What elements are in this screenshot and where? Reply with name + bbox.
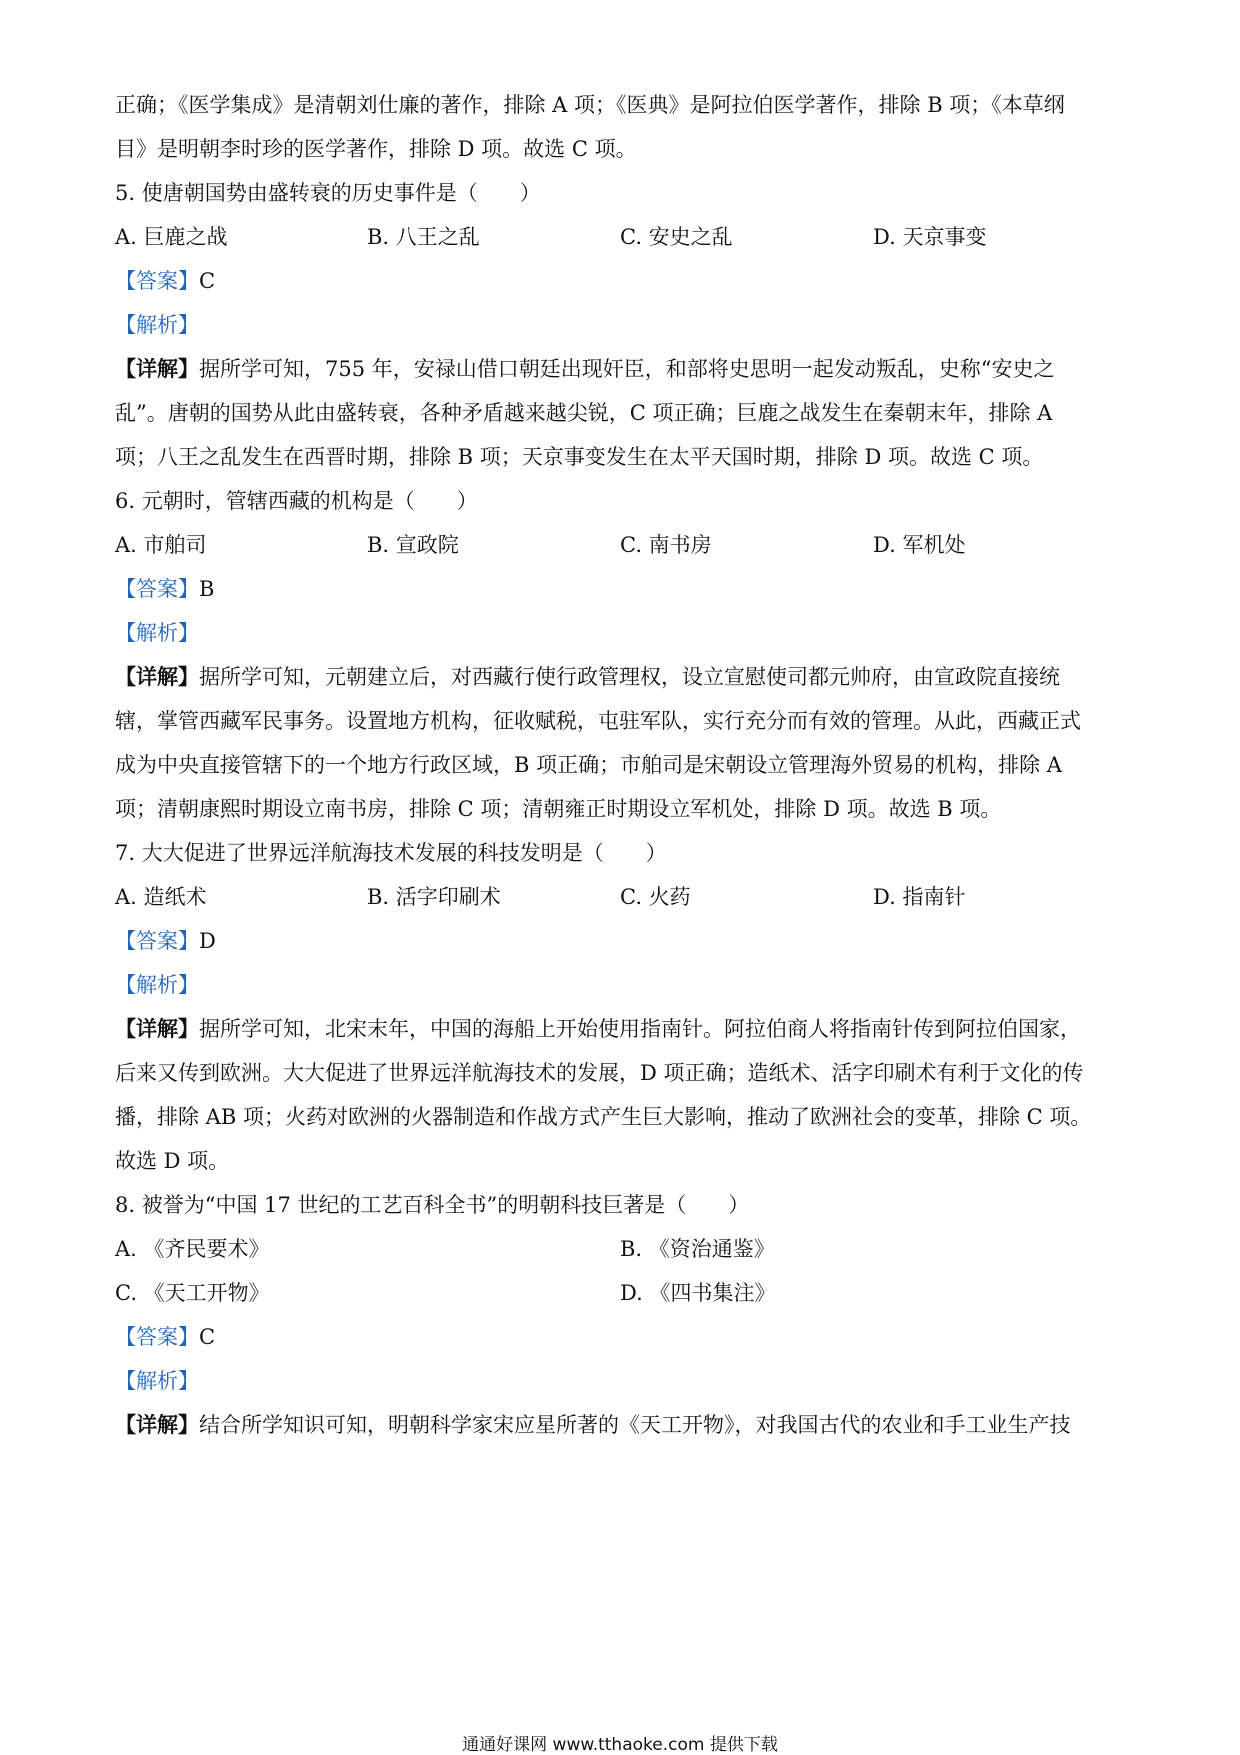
option-d: D. 《四书集注》 — [620, 1281, 776, 1305]
answer-tag: 【答案】 — [115, 269, 199, 293]
analysis-tag: 【解析】 — [115, 313, 199, 337]
detail-line: 播，排除 AB 项；火药对欧洲的火器制造和作战方式产生巨大影响，推动了欧洲社会的变革，排除 C 项。 — [115, 1105, 1092, 1129]
detail-line: 项；清朝康熙时期设立南书房，排除 C 项；清朝雍正时期设立军机处，排除 D 项。故选 B 项。 — [115, 797, 1002, 821]
option-b: B. 《资治通鉴》 — [620, 1237, 775, 1261]
answer-tag: 【答案】 — [115, 1325, 199, 1349]
detail-tag: 【详解】 — [115, 356, 199, 381]
answer-line — [115, 574, 1135, 604]
option-a: A. 《齐民要术》 — [115, 1237, 270, 1261]
detail-line — [115, 354, 1135, 384]
option-c: C. 南书房 — [620, 533, 712, 557]
question-stem: 5. 使唐朝国势由盛转衰的历史事件是（ ） — [115, 181, 541, 205]
analysis-tag: 【解析】 — [115, 1369, 199, 1393]
analysis-line — [115, 618, 1135, 648]
analysis-line — [115, 1366, 1135, 1396]
analysis-tag: 【解析】 — [115, 621, 199, 645]
detail-line: 后来又传到欧洲。大大促进了世界远洋航海技术的发展，D 项正确；造纸术、活字印刷术有利于文化的传 — [115, 1061, 1084, 1085]
detail-line: 故选 D 项。 — [115, 1149, 230, 1173]
detail-text: 据所学可知，755 年，安禄山借口朝廷出现奸臣，和部将史思明一起发动叛乱，史称“安史之 — [199, 357, 1055, 381]
option-d: D. 指南针 — [873, 885, 966, 909]
option-c: C. 火药 — [620, 885, 691, 909]
analysis-tag: 【解析】 — [115, 973, 199, 997]
answer-line — [115, 926, 1135, 956]
analysis-line — [115, 310, 1135, 340]
answer-value: D — [199, 929, 216, 953]
continuation-line: 正确；《医学集成》是清朝刘仕廉的著作，排除 A 项；《医典》是阿拉伯医学著作，排除 B 项；《本草纲 — [115, 93, 1065, 117]
answer-line — [115, 266, 1135, 296]
detail-line — [115, 1014, 1135, 1044]
option-b: B. 活字印刷术 — [367, 885, 501, 909]
question-stem: 7. 大大促进了世界远洋航海技术发展的科技发明是（ ） — [115, 841, 667, 865]
detail-line: 项；八王之乱发生在西晋时期，排除 B 项；天京事变发生在太平天国时期，排除 D 项。故选 C 项。 — [115, 445, 1044, 469]
detail-line — [115, 1410, 1135, 1440]
answer-line — [115, 1322, 1135, 1352]
detail-line: 成为中央直接管辖下的一个地方行政区域，B 项正确；市舶司是宋朝设立管理海外贸易的机构，排除 A — [115, 753, 1062, 777]
analysis-line — [115, 970, 1135, 1000]
option-a: A. 造纸术 — [115, 885, 207, 909]
answer-tag: 【答案】 — [115, 929, 199, 953]
option-c: C. 《天工开物》 — [115, 1281, 270, 1305]
option-c: C. 安史之乱 — [620, 225, 733, 249]
detail-text: 结合所学知识可知，明朝科学家宋应星所著的《天工开物》，对我国古代的农业和手工业生产技 — [199, 1413, 1071, 1437]
detail-line — [115, 662, 1135, 692]
option-d: D. 天京事变 — [873, 225, 987, 249]
option-a: A. 巨鹿之战 — [115, 225, 228, 249]
detail-tag: 【详解】 — [115, 1412, 199, 1437]
answer-value: C — [199, 269, 216, 293]
detail-line: 乱”。唐朝的国势从此由盛转衰，各种矛盾越来越尖锐，C 项正确；巨鹿之战发生在秦朝末年，排除 A — [115, 401, 1053, 425]
option-b: B. 宣政院 — [367, 533, 459, 557]
detail-tag: 【详解】 — [115, 1016, 199, 1041]
detail-text: 据所学可知，北宋末年，中国的海船上开始使用指南针。阿拉伯商人将指南针传到阿拉伯国家， — [199, 1017, 1081, 1041]
page-footer: 通通好课网 www.tthaoke.com 提供下载 — [462, 1735, 778, 1755]
answer-value: C — [199, 1325, 216, 1349]
answer-value: B — [199, 577, 215, 601]
detail-tag: 【详解】 — [115, 664, 199, 689]
option-a: A. 市舶司 — [115, 533, 207, 557]
detail-text: 据所学可知，元朝建立后，对西藏行使行政管理权，设立宣慰使司都元帅府，由宣政院直接统 — [199, 665, 1060, 689]
option-d: D. 军机处 — [873, 533, 966, 557]
answer-tag: 【答案】 — [115, 577, 199, 601]
continuation-line: 目》是明朝李时珍的医学著作，排除 D 项。故选 C 项。 — [115, 137, 637, 161]
question-stem: 8. 被誉为“中国 17 世纪的工艺百科全书”的明朝科技巨著是（ ） — [115, 1193, 750, 1217]
question-stem: 6. 元朝时，管辖西藏的机构是（ ） — [115, 489, 478, 513]
option-b: B. 八王之乱 — [367, 225, 480, 249]
detail-line: 辖，掌管西藏军民事务。设置地方机构，征收赋税，屯驻军队，实行充分而有效的管理。从此，西藏正式 — [115, 709, 1081, 733]
